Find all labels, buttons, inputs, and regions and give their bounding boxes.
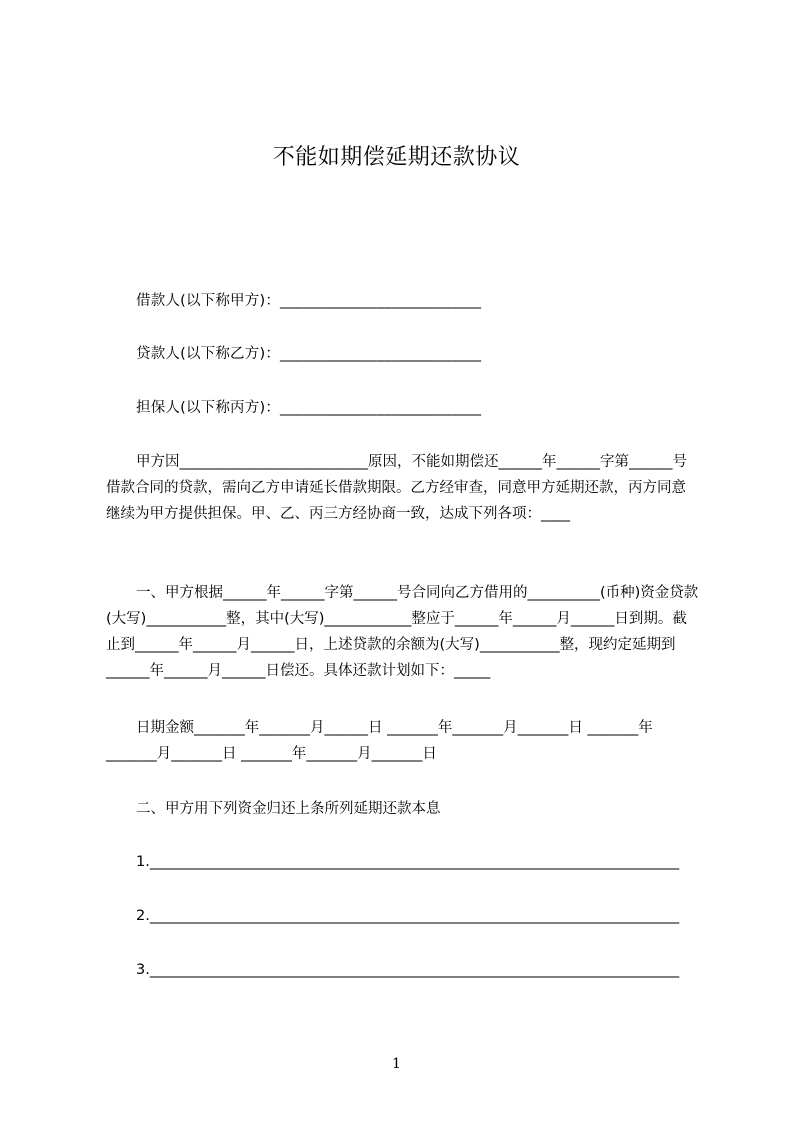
intro-paragraph: 甲方因__________________________原因，不能如期偿还______年______字第______号借款合同的贷款，需向乙方申请延长借款期限。乙方经审查，同意甲方延期还款，丙方同意继续为甲方提供担保。甲、乙、丙三方经协商一致，达成下列各项：____ bbox=[106, 454, 687, 522]
repayment-schedule: 日期金额_______年_______月______日 _______年_______月_______日 _______年_______月_______日 _______年_______月_______日 bbox=[106, 720, 653, 762]
funding-item-2: 2._________________________________________________________________________ bbox=[136, 908, 680, 924]
borrower-line: 借款人(以下称甲方)：___________________________ bbox=[136, 293, 482, 309]
lender-line: 贷款人(以下称乙方)：___________________________ bbox=[136, 346, 482, 362]
page-number: 1 bbox=[392, 1056, 401, 1072]
clause-two-heading: 二、甲方用下列资金归还上条所列延期还款本息 bbox=[136, 801, 441, 817]
funding-item-3: 3._________________________________________________________________________ bbox=[136, 962, 680, 978]
guarantor-line: 担保人(以下称丙方)：___________________________ bbox=[136, 400, 482, 416]
document-title: 不能如期偿延期还款协议 bbox=[272, 145, 521, 170]
funding-item-1: 1._________________________________________________________________________ bbox=[136, 854, 680, 870]
clause-one-paragraph: 一、甲方根据______年______字第______号合同向乙方借用的__________(币种)资金贷款(大写)___________整，其中(大写)____________整应于______年______月______日到期。截止到______年______月______日，上述贷款的余额为(大写)___________整，现约定延期到______年______月______日偿还。具体还款计划如下：_____ bbox=[106, 585, 699, 679]
